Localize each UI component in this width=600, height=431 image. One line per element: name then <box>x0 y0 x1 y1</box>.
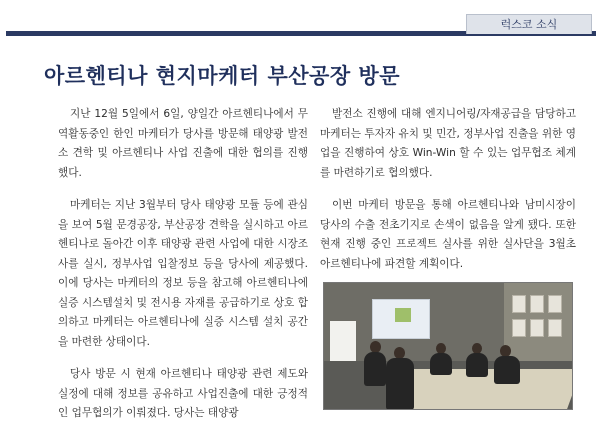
projection-screen <box>372 299 430 339</box>
whiteboard <box>330 321 356 361</box>
paragraph: 당사 방문 시 현재 아르헨티나 태양광 관련 제도와 실정에 대해 정보를 공유하고 사업진출에 대한 긍정적인 업무협의가 이뤄졌다. 당사는 태양광 <box>58 368 308 419</box>
wall-frame <box>548 295 562 313</box>
section-badge: 럭스코 소식 <box>466 14 592 34</box>
wall-frame <box>512 319 526 337</box>
paragraph: 이번 마케터 방문을 통해 아르헨티나와 남미시장이 당사의 수출 전초기지로 손색이 없음을 알게 됐다. 또한 현재 진행 중인 프로젝트 실사를 위한 실사단을 3월초 아르헨티나에 파견할 계획이다. <box>320 199 576 270</box>
person <box>494 356 520 384</box>
wall-frame <box>530 319 544 337</box>
paragraph: 지난 12월 5일에서 6일, 양일간 아르헨티나에서 무역활동중인 한인 마케터가 당사를 방문해 태양광 발전소 견학 및 아르헨티나 사업 진출에 대한 협의를 진행했다. <box>58 108 308 179</box>
article-right-column <box>320 105 576 274</box>
meeting-photo <box>323 282 573 410</box>
projected-image <box>395 308 411 322</box>
wall-frame <box>548 319 562 337</box>
wall-frame <box>512 295 526 313</box>
paragraph: 마케터는 지난 3월부터 당사 태양광 모듈 등에 관심을 보여 5월 문경공장, 부산공장 견학을 실시하고 아르헨티나로 돌아간 이후 태양광 관련 사업에 대한 시장조사를 실시, 정부사업 입찰정보 등을 당사에 제공했다. 이에 당사는 마케터의 정보 등을 참고해 아르헨티나에 실증 시스템설치 및 전시용 자재를 공급하기로 상호 합의하고 마케터는 아르헨티나에 실증 시스템 설치 공간을 마련한 상태이다. <box>58 199 308 348</box>
person <box>386 358 414 410</box>
person <box>430 353 452 375</box>
paragraph: 발전소 진행에 대해 엔지니어링/자재공급을 담당하고 마케터는 투자자 유치 및 민간, 정부사업 진출을 위한 영업을 진행하여 상호 Win-Win 할 수 있는 업무협조 체계를 마련하기로 협의했다. <box>320 108 576 179</box>
wall-frame <box>530 295 544 313</box>
article-left-column <box>58 105 308 424</box>
person <box>466 353 488 377</box>
article-title: 아르헨티나 현지마케터 부산공장 방문 <box>44 64 401 88</box>
person <box>364 352 386 386</box>
